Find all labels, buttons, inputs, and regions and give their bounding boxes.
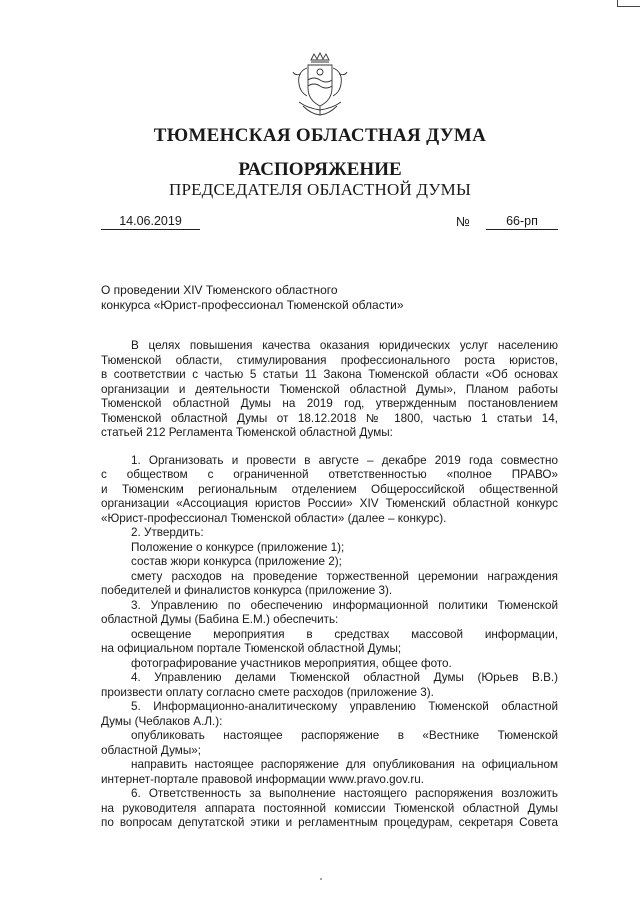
body-line: победителей и финалистов конкурса (приложение 3). bbox=[101, 584, 393, 597]
body-line: интернет-портале правовой информации www.pravo.gov.ru. bbox=[101, 772, 425, 786]
body-line: с обществом с ограниченной ответственностью «полное ПРАВО» bbox=[101, 468, 558, 481]
body-line: Тюменской области, стимулирования профессионального роста юристов, bbox=[101, 353, 558, 367]
body-line: освещение мероприятия в средствах массовой информации, bbox=[131, 627, 558, 641]
body-line: областной Думы (Бабина Е.М.) обеспечить: bbox=[101, 613, 339, 626]
body-line: в соответствии с частью 5 статьи 11 Закона Тюменской области «Об основах bbox=[101, 368, 558, 381]
body-line: 6. Ответственность за выполнение настоящего распоряжения возложить bbox=[131, 787, 558, 800]
body-line: 1. Организовать и провести в августе – декабре 2019 года совместно bbox=[131, 453, 558, 467]
doc-number: 66-рп bbox=[486, 214, 558, 230]
org-name: ТЮМЕНСКАЯ ОБЛАСТНАЯ ДУМА bbox=[153, 125, 487, 146]
body-line: на официальном портале Тюменской областной Думы; bbox=[101, 642, 402, 655]
body-line: 4. Управлению делами Тюменской областной Думы (Юрьев В.В.) bbox=[131, 671, 558, 684]
body-line: состав жюри конкурса (приложение 2); bbox=[131, 555, 342, 568]
body-line: 2. Утвердить: bbox=[131, 526, 204, 539]
corner-mark bbox=[617, 0, 640, 7]
body-line: «Юрист-профессионал Тюменской области» (далее – конкурс). bbox=[101, 511, 447, 525]
body-line: произвести оплату согласно смете расходов (приложение 3). bbox=[101, 685, 434, 699]
body-line: опубликовать настоящее распоряжение в «Вестнике Тюменской bbox=[131, 729, 558, 742]
body-line: и Тюменским региональным отделением Общероссийской общественной bbox=[101, 482, 558, 496]
coat-of-arms-icon bbox=[287, 50, 353, 118]
body-line: смету расходов на проведение торжественной церемонии награждения bbox=[131, 569, 558, 583]
doc-subject bbox=[101, 283, 461, 313]
body-line: Думы (Чеблаков А.Л.): bbox=[101, 714, 223, 728]
subject-line: О проведении XIV Тюменского областного bbox=[101, 283, 338, 297]
body-line: направить настоящее распоряжение для опубликования на официальном bbox=[131, 758, 558, 771]
body-line: по вопросам депутатской этики и регламентным процедурам, секретаря Совета bbox=[101, 816, 558, 829]
body-line: 3. Управлению по обеспечению информационной политики Тюменской bbox=[131, 598, 558, 612]
subject-line: конкурса «Юрист-профессионал Тюменской области» bbox=[101, 298, 404, 312]
scan-dot bbox=[320, 878, 322, 880]
doc-subtitle: ПРЕДСЕДАТЕЛЯ ОБЛАСТНОЙ ДУМЫ bbox=[168, 180, 472, 199]
doc-type: РАСПОРЯЖЕНИЕ bbox=[238, 159, 402, 180]
number-sign: № bbox=[456, 214, 470, 229]
doc-date: 14.06.2019 bbox=[101, 214, 200, 230]
body-line: Тюменской областной Думы на 2019 год, утвержденным постановлением bbox=[101, 397, 558, 410]
doc-body bbox=[101, 339, 558, 831]
body-line: В целях повышения качества оказания юридических услуг населению bbox=[131, 339, 558, 352]
body-line: Тюменской областной Думы от 18.12.2018 № 1800, частью 1 статьи 14, bbox=[101, 411, 558, 425]
body-line: областной Думы»; bbox=[101, 743, 201, 757]
body-line: организации и деятельности Тюменской областной Думы», Планом работы bbox=[101, 382, 558, 396]
body-line: организации «Ассоциация юристов России» XIV Тюменский областной конкурс bbox=[101, 497, 558, 510]
body-line: Положение о конкурсе (приложение 1); bbox=[131, 540, 345, 554]
body-line: статьей 212 Регламента Тюменской областной Думы: bbox=[101, 426, 393, 439]
body-line: 5. Информационно-аналитическому управлению Тюменской областной bbox=[131, 700, 558, 713]
body-line: на руководителя аппарата постоянной комиссии Тюменской областной Думы bbox=[101, 801, 558, 815]
body-line: фотографирование участников мероприятия, общее фото. bbox=[131, 656, 452, 670]
